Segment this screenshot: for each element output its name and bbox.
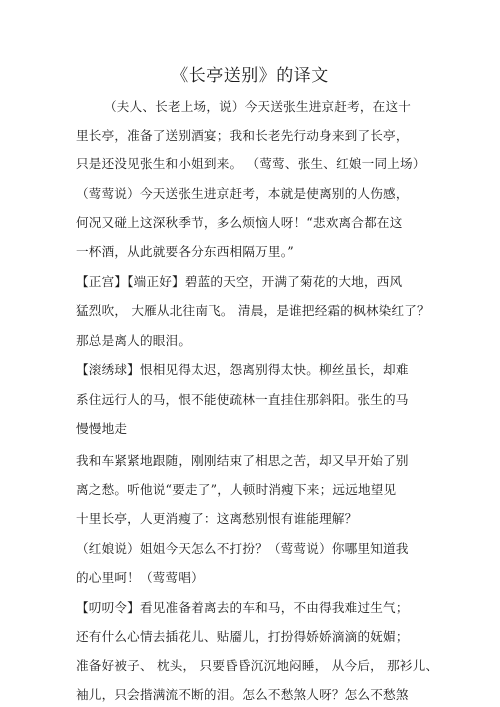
text-line: 【正宫】【端正好】碧蓝的天空，开满了菊花的大地，西风 (76, 274, 403, 289)
text-line: 袖儿，只会揩满流不断的泪。怎么不愁煞人呀？怎么不愁煞 (76, 687, 409, 702)
text-line: 离之愁。听他说“要走了”，人顿时消瘦下来；远远地望见 (76, 482, 397, 497)
text-line: 【滚绣球】恨相见得太迟，怨离别得太快。柳丝虽长，却难 (76, 362, 409, 377)
text-line: 何况又碰上这深秋季节，多么烦恼人呀！“悲欢离合都在这 (76, 215, 403, 230)
document-title: 《长亭送别》的译文 (171, 66, 329, 86)
text-line: （夫人、长老上场，说）今天送张生进京赶考，在这十 (104, 99, 412, 114)
text-line: 慢慢地走 (76, 421, 128, 436)
text-line: （莺莺说）今天送张生进京赶考，本就是使离别的人伤感， (76, 186, 409, 201)
text-line: 【叨叨令】看见准备着离去的车和马，不由得我难过生气； (76, 600, 409, 615)
text-line: 只是还没见张生和小姐到来。 （莺莺、张生、红娘一同上场） (76, 156, 426, 171)
text-line: 那总是离人的眼泪。 (76, 333, 192, 348)
text-line: 系住远行人的马，恨不能使疏林一直挂住那斜阳。张生的马 (76, 392, 409, 407)
text-line: 里长亭，准备了送别酒宴；我和长老先行动身来到了长亭， (76, 128, 409, 143)
text-line: 的心里呵！（莺莺唱） (76, 570, 204, 585)
text-line: 准备好被子、 枕头， 只要昏昏沉沉地闷睡， 从今后， 那衫儿、 (76, 658, 439, 673)
text-line: 还有什么心情去插花儿、贴靥儿，打扮得娇娇滴滴的妩媚； (76, 629, 409, 644)
text-line: 十里长亭，人更消瘦了：这离愁别恨有谁能理解？ (76, 511, 358, 526)
text-line: 猛烈吹， 大雁从北往南飞。 清晨，是谁把经霜的枫林染红了？ (76, 303, 430, 318)
text-line: （红娘说）姐姐今天怎么不打扮？（莺莺说）你哪里知道我 (76, 541, 409, 556)
text-line: 我和车紧紧地跟随，刚刚结束了相思之苦，却又早开始了别 (76, 453, 409, 468)
text-line: 一杯酒，从此就要各分东西相隔万里。” (76, 244, 294, 259)
